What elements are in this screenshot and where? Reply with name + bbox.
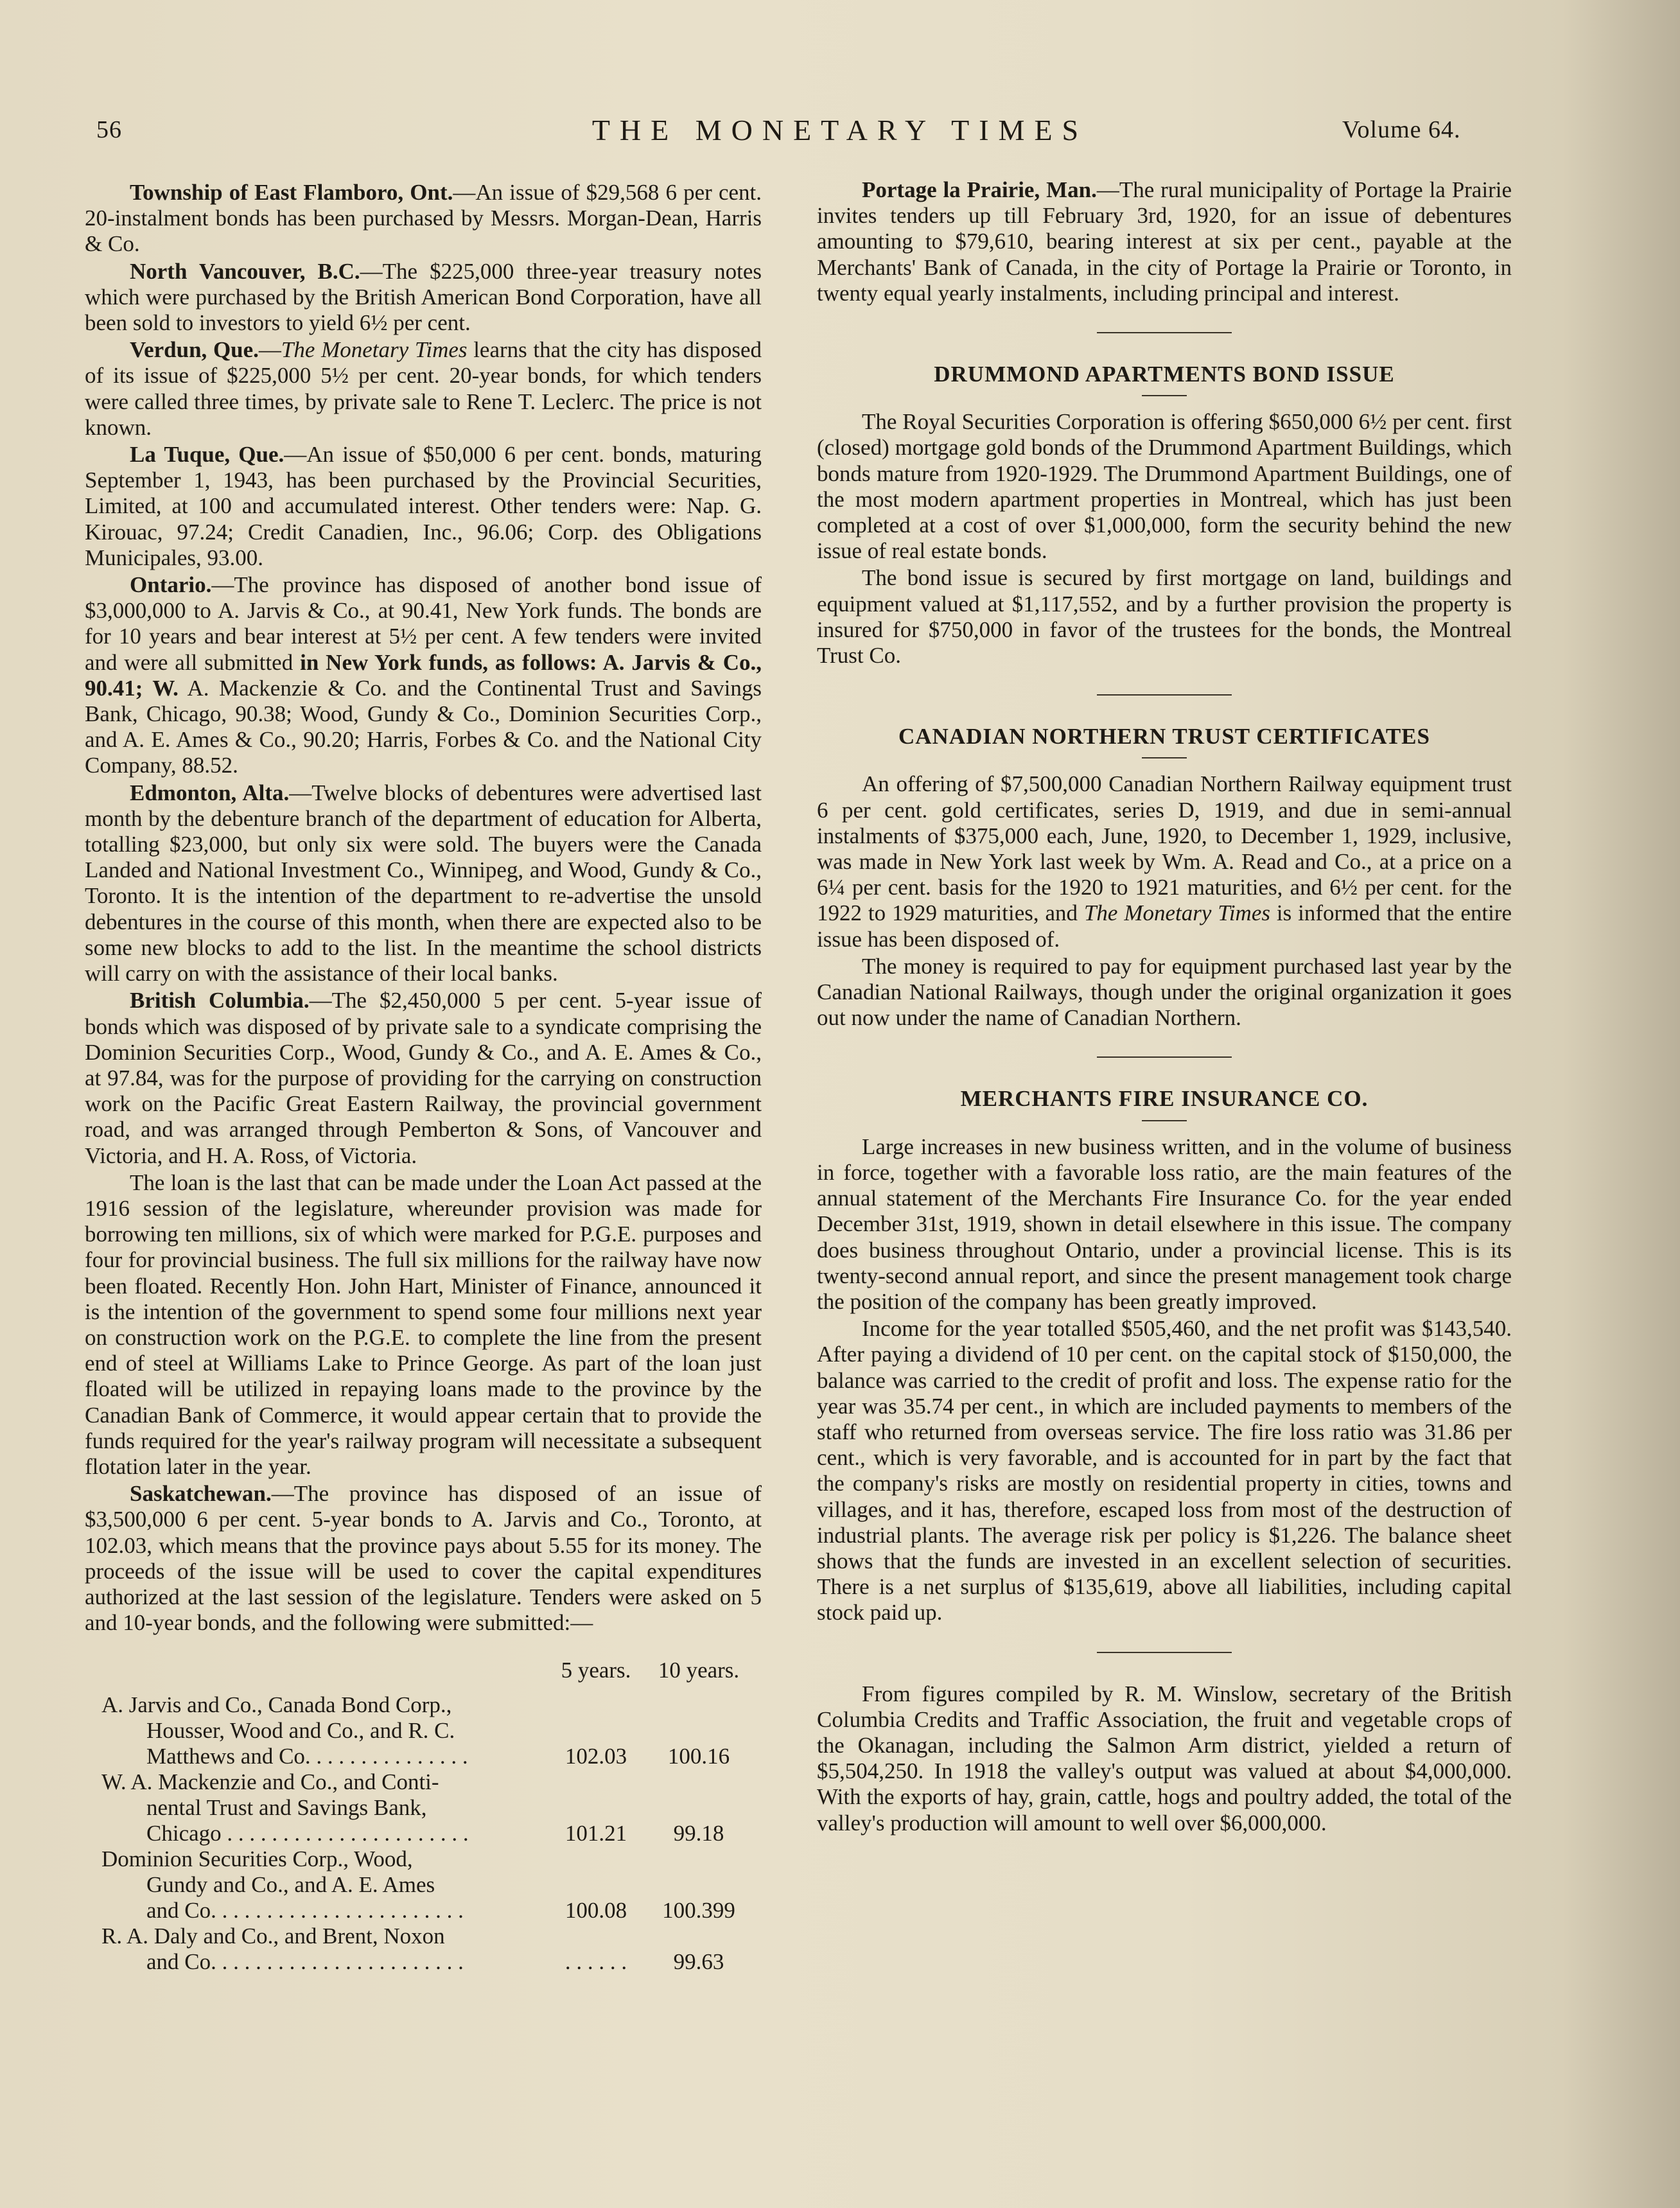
section-divider: [1097, 1056, 1232, 1058]
item-saskatchewan: Saskatchewan.—The province has disposed of an issue of $3,500,000 6 per cent. 5-year bonds to A. Jarvis and Co., Toronto, at 102.03, which means that the province pays about 5.55 for its money. The proceeds of the issue will be used to cover the capital expenditures authorized at the last session of the legislature. Tenders were asked on 5 and 10-year bonds, and the following were submitted:—: [85, 1481, 762, 1636]
item-verdun: Verdun, Que.—The Monetary Times learns that the city has disposed of its issue of $225,000 5½ per cent. 20-year bonds, for which tenders were called three times, by private sale to Rene T. Leclerc. The price is not known.: [85, 337, 762, 440]
item-edmonton: Edmonton, Alta.—Twelve blocks of debentures were advertised last month by the debenture branch of the department of education for Alberta, totalling $23,000, but only six were sold. The buyers were the Canada Landed and National Investment Co., Winnipeg, and Wood, Gundy & Co., Toronto. It is the intention of the department to re-advertise the unsold debentures in the course of this month, when there are expected also to be some new blocks to add to the list. In the meantime the school districts will carry on with the assistance of their local banks.: [85, 780, 762, 986]
heading-merchants-fire: MERCHANTS FIRE INSURANCE CO.: [960, 1086, 1369, 1112]
left-column: [85, 180, 762, 1975]
item-north-vancouver: North Vancouver, B.C.—The $225,000 three-year treasury notes which were purchased by the British American Bond Corporation, have all been sold to investors to yield 6½ per cent.: [85, 258, 762, 336]
cnor-paragraph: An offering of $7,500,000 Canadian Northern Railway equipment trust 6 per cent. gold certificates, series D, 1919, and due in semi-annual instalments of $375,000 each, June, 1920, to December 1, 1929, inclusive, was made in New York last week by Wm. A. Read and Co., at a price on a 6¼ per cent. basis for the 1920 to 1921 maturities, and 6½ per cent. for the 1922 to 1929 maturities, and The Monetary Times is informed that the entire issue has been disposed of.: [817, 771, 1512, 952]
heading-underline: [1142, 1120, 1187, 1121]
page-number: 56: [96, 116, 122, 143]
col-10-years: 10 years.: [658, 1658, 740, 1683]
section-divider: [1097, 332, 1232, 333]
volume-label: Volume 64.: [1342, 116, 1461, 143]
heading-underline: [1142, 757, 1187, 758]
publication-title: THE MONETARY TIMES: [591, 114, 1089, 146]
item-la-tuque: La Tuque, Que.—An issue of $50,000 6 per cent. bonds, maturing September 1, 1943, has been purchased by the Provincial Securities, Limited, at 100 and accumulated interest. Other tenders were: Nap. G. Kirouac, 97.24; Credit Canadien, Inc., 96.06; Corp. des Obligations Municipales, 93.00.: [85, 442, 762, 570]
table-row: W. A. Mackenzie and Co., and Conti- nental Trust and Savings Bank, Chicago . . . . . . . . . . . . . . . . . . . . . . 101.21 99.18: [101, 1769, 724, 1846]
item-ontario: Ontario.—The province has disposed of another bond issue of $3,000,000 to A. Jarvis & Co., at 90.41, New York funds. The bonds are for 10 years and bear interest at 5½ per cent. A few tenders were invited and were all submitted in New York funds, as follows: A. Jarvis & Co., 90.41; W. A. Mackenzie & Co. and the Continental Trust and Savings Bank, Chicago, 90.38; Wood, Gundy & Co., Dominion Securities Corp., and A. E. Ames & Co., 90.20; Harris, Forbes & Co. and the National City Company, 88.52.: [85, 572, 762, 778]
heading-drummond: DRUMMOND APARTMENTS BOND ISSUE: [934, 362, 1395, 387]
merchants-paragraph: Income for the year totalled $505,460, and the net profit was $143,540. After paying a dividend of 10 per cent. on the capital stock of $150,000, the balance was carried to the credit of profit and loss. The expense ratio for the year was 35.74 per cent., in which are included payments to members of the staff who returned from overseas service. The fire loss ratio was 31.86 per cent., which is very favorable, and is accounted for in part by the fact that the company's risks are mostly on residential property in cities, towns and villages, and it has, therefore, escaped loss from most of the destruction of industrial plants. The average risk per policy is $1,226. The balance sheet shows that the funds are invested in an excellent selection of securities. There is a net surplus of $135,619, above all liabilities, including capital stock paid up.: [817, 1316, 1512, 1625]
item-british-columbia: British Columbia.—The $2,450,000 5 per cent. 5-year issue of bonds which was disposed of by private sale to a syndicate comprising the Dominion Securities Corp., Wood, Gundy & Co., and A. E. Ames & Co., at 97.84, was for the purpose of providing for the carrying on construction work on the Pacific Great Eastern Railway, the provincial government road, and was arranged through Pemberton & Sons, of Vancouver and Victoria, and H. A. Ross, of Victoria.: [85, 988, 762, 1168]
cnor-paragraph: The money is required to pay for equipment purchased last year by the Canadian National Railways, though under the original organization it goes out now under the name of Canadian Northern.: [817, 953, 1512, 1031]
table-row: R. A. Daly and Co., and Brent, Noxon and Co. . . . . . . . . . . . . . . . . . . . . . . . . . . . . 99.63: [101, 1923, 724, 1975]
drummond-paragraph: The bond issue is secured by first mortgage on land, buildings and equipment valued at $1,117,552, and by a further provision the property is insured for $750,000 in favor of the trustees for the bonds, the Montreal Trust Co.: [817, 565, 1512, 669]
section-divider: [1097, 1652, 1232, 1653]
okanagan-paragraph: From figures compiled by R. M. Winslow, secretary of the British Columbia Credits and Traffic Association, the fruit and vegetable crops of the Okanagan, including the Salmon Arm district, yielded a return of $5,504,250. In 1918 the valley's output was valued at about $4,000,000. With the exports of hay, grain, cattle, hogs and poultry added, the total of the valley's production will amount to well over $6,000,000.: [817, 1681, 1512, 1836]
table-row: A. Jarvis and Co., Canada Bond Corp., Housser, Wood and Co., and R. C. Matthews and Co. . . . . . . . . . . . . . . 102.03 100.16: [101, 1692, 730, 1769]
item-portage: Portage la Prairie, Man.—The rural municipality of Portage la Prairie invites tenders up till February 3rd, 1920, for an issue of debentures amounting to $79,610, bearing interest at six per cent., payable at the Merchants' Bank of Canada, in the city of Portage la Prairie or Toronto, in twenty equal yearly instalments, including principal and interest.: [817, 177, 1512, 306]
heading-underline: [1142, 395, 1187, 396]
section-divider: [1097, 694, 1232, 696]
merchants-paragraph: Large increases in new business written, and in the volume of business in force, together with a favorable loss ratio, are the main features of the annual statement of the Merchants Fire Insurance Co. for the year ended December 31st, 1919, shown in detail elsewhere in this issue. The company does business throughout Ontario, under a provincial license. This is its twenty-second annual report, and since the present management took charge the position of the company has been greatly improved.: [817, 1134, 1512, 1314]
item-east-flamboro: Township of East Flamboro, Ont.—An issue of $29,568 6 per cent. 20-instalment bonds has been purchased by Messrs. Morgan-Dean, Harris & Co.: [85, 180, 762, 257]
right-column: [817, 177, 1512, 1836]
heading-canadian-northern: CANADIAN NORTHERN TRUST CERTIFICATES: [898, 724, 1430, 749]
tender-table: [101, 1658, 750, 1975]
table-row: Dominion Securities Corp., Wood, Gundy and Co., and A. E. Ames and Co. . . . . . . . . . . . . . . . . . . . . . . 100.08 100.399: [101, 1846, 735, 1923]
item-bc-loan: The loan is the last that can be made under the Loan Act passed at the 1916 session of the legislature, whereunder provision was made for borrowing ten millions, six of which were marked for P.G.E. purposes and four for provincial business. The full six millions for the railway have now been floated. Recently Hon. John Hart, Minister of Finance, announced it is the intention of the government to spend some four millions next year on construction work on the P.G.E. to complete the line from the present end of steel at Williams Lake to Prince George. As part of the loan just floated will be utilized in repaying loans made to the province by the Canadian Bank of Commerce, it would appear certain that to provide the funds required for the year's railway program will necessitate a subsequent flotation later in the year.: [85, 1170, 762, 1479]
col-5-years: 5 years.: [561, 1658, 631, 1683]
tender-table-header: [101, 1658, 750, 1692]
drummond-paragraph: The Royal Securities Corporation is offering $650,000 6½ per cent. first (closed) mortgage gold bonds of the Drummond Apartment Buildings, which bonds mature from 1920-1929. The Drummond Apartment Buildings, one of the most modern apartment properties in Montreal, which has just been completed at a cost of over $1,000,000, form the security behind the new issue of real estate bonds.: [817, 409, 1512, 564]
